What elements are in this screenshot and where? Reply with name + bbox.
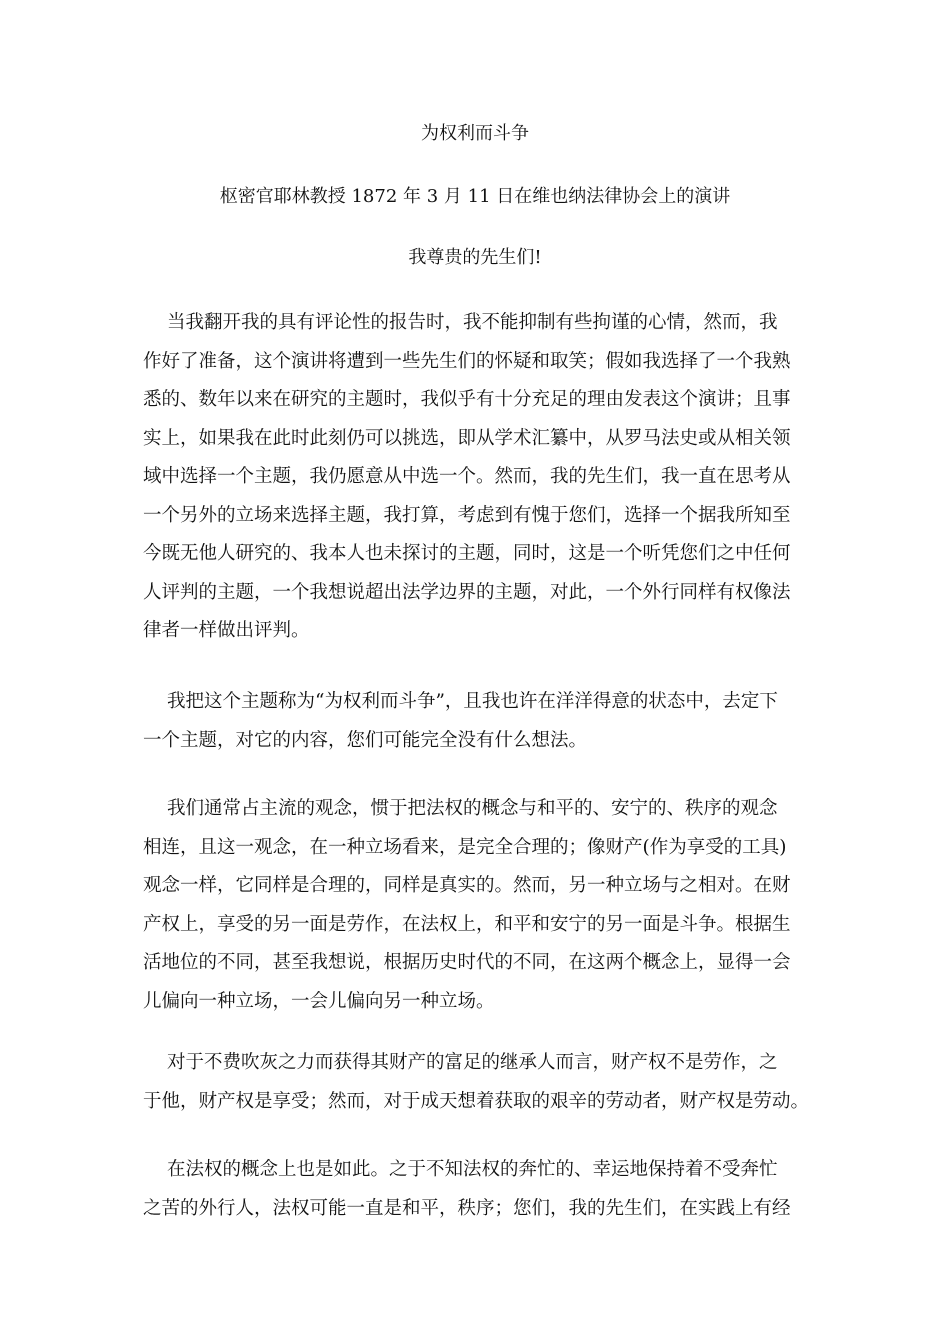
paragraph-2 xyxy=(143,683,809,760)
paragraph-line: 当我翻开我的具有评论性的报告时，我不能抑制有些拘谨的心情，然而，我 xyxy=(167,312,778,333)
salutation: 我尊贵的先生们! xyxy=(408,247,542,268)
paragraph-line: 观念一样，它同样是合理的，同样是真实的。然而，另一种立场与之相对。在财 xyxy=(143,875,791,896)
paragraph-line: 域中选择一个主题，我仍愿意从中选一个。然而，我的先生们，我一直在思考从 xyxy=(143,466,791,487)
document-subtitle: 枢密官耶林教授 1872 年 3 月 11 日在维也纳法律协会上的演讲 xyxy=(219,186,731,207)
paragraph-5 xyxy=(143,1151,809,1228)
paragraph-line: 对于不费吹灰之力而获得其财产的富足的继承人而言，财产权不是劳作，之 xyxy=(167,1052,778,1073)
paragraph-line: 儿偏向一种立场，一会儿偏向另一种立场。 xyxy=(143,990,495,1012)
paragraph-line: 实上，如果我在此时此刻仍可以挑选，即从学术汇纂中，从罗马法史或从相关领 xyxy=(143,427,791,449)
paragraph-line: 相连，且这一观念，在一种立场看来，是完全合理的；像财产(作为享受的工具) xyxy=(143,836,787,858)
paragraph-line: 悉的、数年以来在研究的主题时，我似乎有十分充足的理由发表这个演讲；且事 xyxy=(143,389,791,410)
paragraph-line: 人评判的主题，一个我想说超出法学边界的主题，对此，一个外行同样有权像法 xyxy=(143,581,791,603)
paragraph-line: 律者一样做出评判。 xyxy=(143,620,310,641)
paragraph-3 xyxy=(143,790,809,1021)
document-title: 为权利而斗争 xyxy=(421,123,529,144)
paragraph-line: 产权上，享受的另一面是劳作，在法权上，和平和安宁的另一面是斗争。根据生 xyxy=(143,913,791,935)
paragraph-1 xyxy=(143,304,809,651)
paragraph-line: 在法权的概念上也是如此。之于不知法权的奔忙的、幸运地保持着不受奔忙 xyxy=(167,1159,778,1180)
paragraph-line: 之苦的外行人，法权可能一直是和平，秩序；您们，我的先生们，在实践上有经 xyxy=(143,1197,791,1219)
paragraph-line: 活地位的不同，甚至我想说，根据历史时代的不同，在这两个概念上，显得一会 xyxy=(143,952,791,973)
paragraph-line: 我们通常占主流的观念，惯于把法权的概念与和平的、安宁的、秩序的观念 xyxy=(167,798,778,819)
paragraph-line: 我把这个主题称为“为权利而斗争”，且我也许在洋洋得意的状态中，去定下 xyxy=(167,691,778,712)
paragraph-line: 一个另外的立场来选择主题，我打算，考虑到有愧于您们，选择一个据我所知至 xyxy=(143,504,791,526)
paragraph-line: 作好了准备，这个演讲将遭到一些先生们的怀疑和取笑；假如我选择了一个我熟 xyxy=(143,350,791,372)
paragraph-line: 一个主题，对它的内容，您们可能完全没有什么想法。 xyxy=(143,729,588,751)
paragraph-4 xyxy=(143,1044,809,1121)
paragraph-line: 于他，财产权是享受；然而，对于成天想着获取的艰辛的劳动者，财产权是劳动。 xyxy=(143,1090,810,1112)
paragraph-line: 今既无他人研究的、我本人也未探讨的主题，同时，这是一个听凭您们之中任何 xyxy=(143,543,791,564)
